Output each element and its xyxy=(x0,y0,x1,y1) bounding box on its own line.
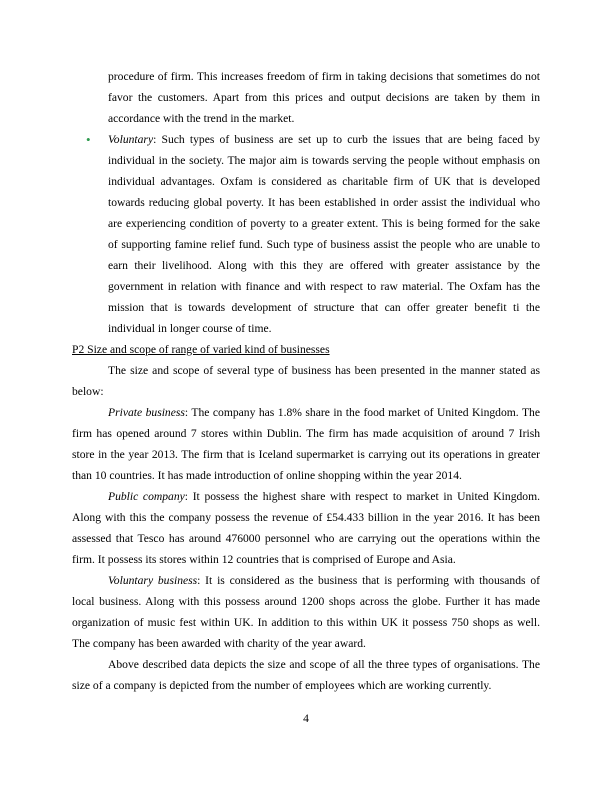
voluntary-business-label: Voluntary business xyxy=(108,574,198,587)
page-body xyxy=(72,66,540,696)
bullet-icon: • xyxy=(86,132,91,147)
voluntary-text: : Such types of business are set up to curb the issues that are being faced by individual in the society. The major aim is towards serving the people without emphasis on individual advantages. Oxfam is considered as charitable firm of UK that is developed towards reducing global poverty. It has been established in order assist the individual who are experiencing condition of poverty to a greater extent. This is being formed for the sake of supporting famine relief fund. Such type of business assist the people who are unable to earn their livelihood. Along with this they are offered with greater assistance by the government in relation with finance and with respect to raw material. The Oxfam has the mission that is towards development of structure that can offer greater benefit ti the individual in longer course of time. xyxy=(108,133,540,335)
private-business-paragraph xyxy=(72,402,540,486)
private-business-text: : The company has 1.8% share in the food market of United Kingdom. The firm has opened around 7 stores within Dublin. The firm has made acquisition of around 7 Irish store in the year 2013. The firm that is Iceland supermarket is carrying out its operations in greater than 10 countries. It has made introduction of online shopping within the year 2014. xyxy=(72,406,540,482)
private-business-label: Private business xyxy=(108,406,185,419)
public-company-paragraph xyxy=(72,486,540,570)
closing-paragraph: Above described data depicts the size and scope of all the three types of organisations. The size of a company is depicted from the number of employees which are working currently. xyxy=(72,658,540,692)
section-heading: P2 Size and scope of range of varied kind of businesses xyxy=(72,343,330,356)
voluntary-label: Voluntary xyxy=(108,133,154,146)
continued-paragraph: procedure of firm. This increases freedom of firm in taking decisions that sometimes do not favor the customers. Apart from this prices and output decisions are taken by them in accordance with the trend in the market. xyxy=(108,70,540,125)
intro-paragraph: The size and scope of several type of business has been presented in the manner stated as below: xyxy=(72,364,540,398)
public-company-label: Public company xyxy=(108,490,185,503)
voluntary-business-text: : It is considered as the business that is performing with thousands of local business. Along with this possess around 1200 shops across the globe. Further it has made organization of music fest within UK. In addition to this within UK it possess 750 shops as well. The company has been awarded with charity of the year award. xyxy=(72,574,540,650)
voluntary-business-paragraph xyxy=(72,570,540,654)
page-number: 4 xyxy=(303,712,309,725)
public-company-text: : It possess the highest share with respect to market in United Kingdom. Along with this the company possess the revenue of £54.433 billion in the year 2016. It has been assessed that Tesco has around 476000 personnel who are carrying out the operations within the firm. It possess its stores within 12 countries that is comprised of Europe and Asia. xyxy=(72,490,541,566)
bullet-item-voluntary xyxy=(72,129,540,339)
